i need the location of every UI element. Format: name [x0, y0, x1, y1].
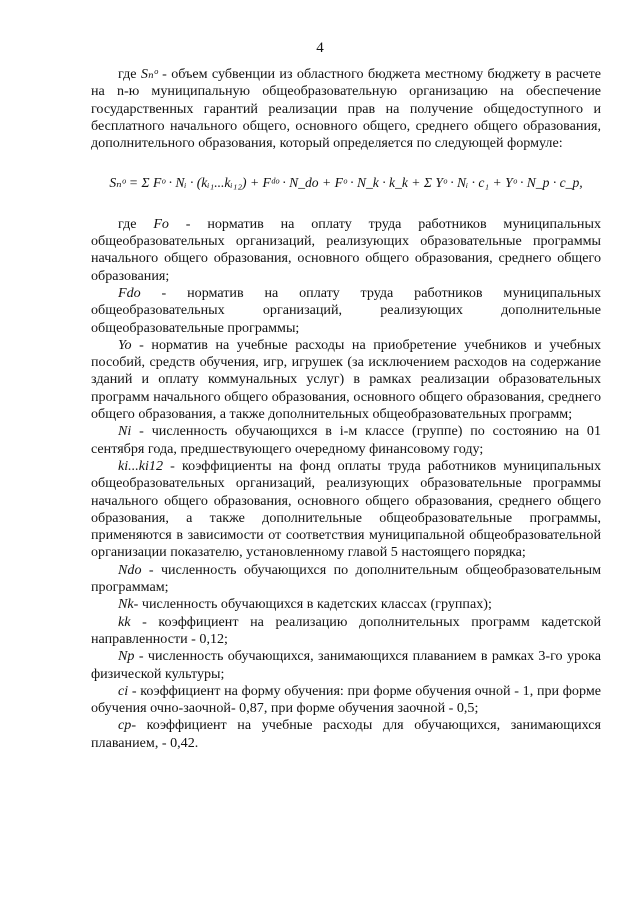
definition-symbol: Yo	[118, 336, 132, 353]
definition-text: - норматив на оплату труда работников муниципальных общеобразовательных организаций, реализующих дополнительные общеобразовательные программы;	[91, 284, 601, 336]
definition-symbol: kk	[118, 613, 131, 630]
intro-prefix: где	[118, 66, 137, 82]
definition-nk	[91, 596, 601, 613]
definition-text: - коэффициент на учебные расходы для обучающихся, занимающихся плаванием, - 0,42.	[91, 717, 601, 751]
definition-text: - численность обучающихся по дополнительным общеобразовательным программам;	[91, 561, 601, 596]
definition-text: - коэффициент на реализацию дополнительных программ кадетской направленности - 0,12;	[91, 613, 601, 647]
definition-prefix: где	[118, 215, 154, 232]
definition-ki	[91, 458, 601, 562]
page-number: 4	[316, 40, 324, 56]
document-body	[91, 66, 601, 752]
definition-ndo	[91, 562, 601, 597]
definition-text: - численность обучающихся в кадетских классах (группах);	[133, 596, 492, 613]
definition-ci	[91, 683, 601, 718]
definition-text: - коэффициенты на фонд оплаты труда работников муниципальных общеобразовательных организаций, реализующих образовательные программы начального общего образования, основного общего образования, среднего общего образования, а также дополнительные общеобразовательные программы, применяются в зависимости от соответствия муниципальной общеобразовательной организации показателю, установленному главой 5 настоящего порядка;	[91, 457, 601, 561]
definition-text: - численность обучающихся, занимающихся плаванием в рамках 3-го урока физической культуры;	[91, 648, 601, 682]
definition-symbol: Np	[118, 648, 135, 665]
definition-fo	[91, 216, 601, 285]
definition-symbol: ci	[118, 682, 129, 699]
intro-text: - объем субвенции из областного бюджета местному бюджету в расчете на n-ю муниципальную общеобразовательную организацию на обеспечение государственных гарантий реализации прав на получение общедоступного и бесплатного начального общего, основного общего, среднего общего образования, дополнительного образования, который определяется по следующей формуле:	[91, 66, 601, 152]
formula	[91, 174, 601, 191]
definition-text: - норматив на учебные расходы на приобретение учебников и учебных пособий, средств обучения, игр, игрушек (за исключением расходов на содержание зданий и оплату коммунальных услуг) в рамках реализации образовательных программ начального общего образования, основного общего образования, среднего общего образования, а также дополнительных общеобразовательных программ;	[91, 336, 601, 423]
definition-symbol: Fdo	[118, 284, 141, 301]
intro-paragraph	[91, 66, 601, 152]
definition-yo	[91, 337, 601, 423]
definition-text: - коэффициент на форму обучения: при форме обучения очной - 1, при форме обучения очно-заочной- 0,87, при форме обучения заочной - 0,5;	[91, 682, 601, 717]
definition-symbol: Ndo	[118, 561, 142, 578]
intro-symbol: Sₙᵒ	[140, 66, 158, 82]
definition-symbol: cp	[118, 717, 132, 734]
definition-text: - норматив на оплату труда работников муниципальных общеобразовательных организаций, реализующих образовательные программы начального общего образования, основного общего образования, среднего общего образования;	[91, 215, 601, 284]
definition-ni	[91, 423, 601, 458]
definition-symbol: ki...ki12	[118, 457, 164, 474]
definition-symbol: Nk	[118, 596, 134, 613]
definition-symbol: Fo	[153, 215, 169, 232]
definition-text: - численность обучающихся в i-м классе (группе) по состоянию на 01 сентября года, предшествующего очередному финансовому году;	[91, 423, 601, 457]
definition-cp	[91, 717, 601, 752]
definition-symbol: Ni	[118, 423, 132, 440]
formula-text: Sₙᵒ = Σ Fᵒ · Nᵢ · (kᵢ₁...kᵢ₁₂) + Fᵈᵒ · N_do + Fᵒ · N_k · k_k + Σ Yᵒ · Nᵢ · c₁ + Yᵒ · N_p · c_p,	[109, 175, 583, 191]
definition-kk	[91, 614, 601, 649]
definition-fdo	[91, 285, 601, 337]
definition-np	[91, 648, 601, 683]
